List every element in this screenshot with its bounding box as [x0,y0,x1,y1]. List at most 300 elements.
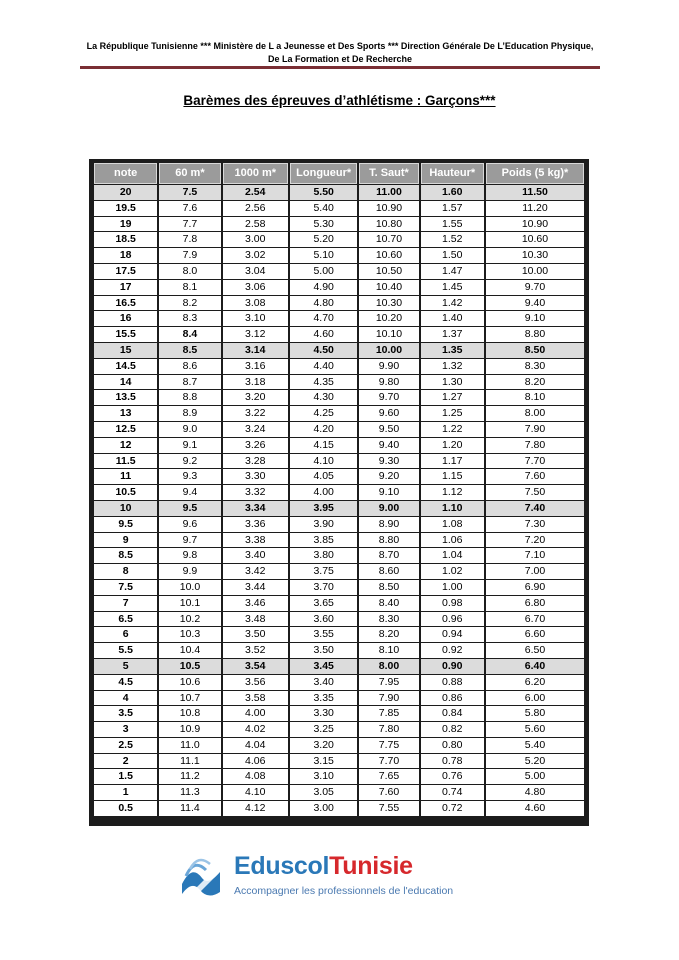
table-row [94,232,584,247]
value-cell: 4.12 [223,801,288,816]
value-cell: 1.47 [421,264,484,279]
value-cell: 6.20 [486,675,584,690]
note-cell: 7.5 [94,580,157,595]
value-cell: 4.06 [223,754,288,769]
value-cell: 9.3 [159,469,220,484]
value-cell: 9.40 [486,296,584,311]
value-cell: 5.00 [486,769,584,784]
value-cell: 3.50 [290,643,357,658]
value-cell: 7.60 [359,785,418,800]
value-cell: 3.48 [223,612,288,627]
value-cell: 1.04 [421,548,484,563]
value-cell: 3.90 [290,517,357,532]
value-cell: 3.50 [223,627,288,642]
value-cell: 5.80 [486,706,584,721]
column-header: Hauteur* [421,163,484,184]
value-cell: 10.8 [159,706,220,721]
value-cell: 0.88 [421,675,484,690]
table-row [94,296,584,311]
value-cell: 3.04 [223,264,288,279]
logo-tagline: Accompagner les professionnels de l'education [234,885,454,897]
value-cell: 10.60 [486,232,584,247]
value-cell: 9.40 [359,438,418,453]
value-cell: 1.60 [421,185,484,200]
value-cell: 1.50 [421,248,484,263]
value-cell: 3.60 [290,612,357,627]
note-cell: 5 [94,659,157,674]
value-cell: 3.00 [223,232,288,247]
table-row [94,406,584,421]
value-cell: 9.20 [359,469,418,484]
table-row [94,769,584,784]
value-cell: 3.75 [290,564,357,579]
value-cell: 8.00 [486,406,584,421]
table-row [94,217,584,232]
value-cell: 3.28 [223,454,288,469]
table-row [94,691,584,706]
logo-word-eduscol: Eduscol [234,852,330,880]
note-cell: 1.5 [94,769,157,784]
value-cell: 3.25 [290,722,357,737]
value-cell: 8.5 [159,343,220,358]
value-cell: 10.3 [159,627,220,642]
value-cell: 8.50 [359,580,418,595]
value-cell: 9.8 [159,548,220,563]
note-cell: 6.5 [94,612,157,627]
value-cell: 1.15 [421,469,484,484]
note-cell: 2.5 [94,738,157,753]
note-cell: 18 [94,248,157,263]
table-row [94,612,584,627]
value-cell: 1.25 [421,406,484,421]
note-cell: 16 [94,311,157,326]
table-row [94,375,584,390]
value-cell: 7.6 [159,201,220,216]
value-cell: 4.30 [290,390,357,405]
column-header: 60 m* [159,163,220,184]
value-cell: 7.70 [486,454,584,469]
value-cell: 1.45 [421,280,484,295]
value-cell: 9.1 [159,438,220,453]
value-cell: 8.4 [159,327,220,342]
value-cell: 7.95 [359,675,418,690]
value-cell: 9.50 [359,422,418,437]
value-cell: 1.55 [421,217,484,232]
table-row [94,517,584,532]
note-cell: 0.5 [94,801,157,816]
value-cell: 11.4 [159,801,220,816]
value-cell: 9.10 [359,485,418,500]
value-cell: 3.42 [223,564,288,579]
table-row [94,706,584,721]
value-cell: 0.72 [421,801,484,816]
note-cell: 9 [94,533,157,548]
value-cell: 3.14 [223,343,288,358]
header-divider [80,66,600,69]
value-cell: 4.10 [223,785,288,800]
value-cell: 11.2 [159,769,220,784]
column-header: T. Saut* [359,163,418,184]
value-cell: 10.80 [359,217,418,232]
value-cell: 4.04 [223,738,288,753]
table-row [94,327,584,342]
value-cell: 7.8 [159,232,220,247]
value-cell: 3.02 [223,248,288,263]
value-cell: 9.70 [359,390,418,405]
value-cell: 0.96 [421,612,484,627]
value-cell: 3.65 [290,596,357,611]
value-cell: 5.20 [290,232,357,247]
value-cell: 9.9 [159,564,220,579]
value-cell: 1.27 [421,390,484,405]
value-cell: 4.80 [486,785,584,800]
table-row [94,675,584,690]
value-cell: 8.10 [486,390,584,405]
value-cell: 6.50 [486,643,584,658]
value-cell: 7.10 [486,548,584,563]
value-cell: 0.86 [421,691,484,706]
value-cell: 10.30 [486,248,584,263]
value-cell: 3.12 [223,327,288,342]
value-cell: 10.9 [159,722,220,737]
table-row [94,469,584,484]
value-cell: 3.10 [290,769,357,784]
column-header: Longueur* [290,163,357,184]
value-cell: 10.20 [359,311,418,326]
value-cell: 0.80 [421,738,484,753]
note-cell: 17.5 [94,264,157,279]
table-row [94,596,584,611]
value-cell: 10.30 [359,296,418,311]
value-cell: 7.7 [159,217,220,232]
value-cell: 9.60 [359,406,418,421]
value-cell: 7.50 [486,485,584,500]
value-cell: 0.84 [421,706,484,721]
note-cell: 15 [94,343,157,358]
value-cell: 1.08 [421,517,484,532]
value-cell: 11.0 [159,738,220,753]
value-cell: 3.70 [290,580,357,595]
table-row [94,359,584,374]
value-cell: 3.40 [223,548,288,563]
note-cell: 19.5 [94,201,157,216]
value-cell: 1.30 [421,375,484,390]
value-cell: 4.90 [290,280,357,295]
value-cell: 5.40 [486,738,584,753]
value-cell: 0.92 [421,643,484,658]
value-cell: 0.82 [421,722,484,737]
value-cell: 1.42 [421,296,484,311]
table-row [94,311,584,326]
value-cell: 7.65 [359,769,418,784]
table-row [94,580,584,595]
column-header: Poids (5 kg)* [486,163,584,184]
value-cell: 8.40 [359,596,418,611]
value-cell: 3.40 [290,675,357,690]
note-cell: 3 [94,722,157,737]
value-cell: 1.10 [421,501,484,516]
value-cell: 10.60 [359,248,418,263]
ministry-header-line1: La République Tunisienne *** Ministère de L a Jeunesse et Des Sports *** Direction Générale De L’Education Physique, [86,41,594,51]
value-cell: 10.40 [359,280,418,295]
value-cell: 5.50 [290,185,357,200]
value-cell: 3.54 [223,659,288,674]
value-cell: 4.02 [223,722,288,737]
value-cell: 9.90 [359,359,418,374]
value-cell: 5.00 [290,264,357,279]
value-cell: 4.40 [290,359,357,374]
scores-table [92,162,586,817]
table-row [94,438,584,453]
table-row [94,659,584,674]
value-cell: 10.5 [159,659,220,674]
note-cell: 6 [94,627,157,642]
note-cell: 1 [94,785,157,800]
note-cell: 9.5 [94,517,157,532]
value-cell: 3.10 [223,311,288,326]
value-cell: 3.35 [290,691,357,706]
note-cell: 19 [94,217,157,232]
value-cell: 4.80 [290,296,357,311]
value-cell: 8.90 [359,517,418,532]
note-cell: 8.5 [94,548,157,563]
value-cell: 3.34 [223,501,288,516]
value-cell: 0.74 [421,785,484,800]
note-cell: 15.5 [94,327,157,342]
value-cell: 1.52 [421,232,484,247]
value-cell: 3.24 [223,422,288,437]
value-cell: 3.30 [290,706,357,721]
value-cell: 7.80 [486,438,584,453]
value-cell: 9.00 [359,501,418,516]
value-cell: 7.9 [159,248,220,263]
value-cell: 3.44 [223,580,288,595]
note-cell: 18.5 [94,232,157,247]
value-cell: 9.80 [359,375,418,390]
logo-word-tunisie: Tunisie [329,852,413,880]
note-cell: 7 [94,596,157,611]
value-cell: 0.98 [421,596,484,611]
table-row [94,564,584,579]
value-cell: 3.58 [223,691,288,706]
value-cell: 3.20 [223,390,288,405]
value-cell: 4.60 [486,801,584,816]
value-cell: 7.90 [359,691,418,706]
note-cell: 13 [94,406,157,421]
value-cell: 4.25 [290,406,357,421]
value-cell: 4.60 [290,327,357,342]
value-cell: 9.6 [159,517,220,532]
value-cell: 4.15 [290,438,357,453]
value-cell: 1.12 [421,485,484,500]
value-cell: 1.57 [421,201,484,216]
value-cell: 8.20 [359,627,418,642]
value-cell: 8.9 [159,406,220,421]
value-cell: 5.40 [290,201,357,216]
value-cell: 8.2 [159,296,220,311]
value-cell: 6.00 [486,691,584,706]
note-cell: 17 [94,280,157,295]
value-cell: 9.5 [159,501,220,516]
column-header: note [94,163,157,184]
value-cell: 8.10 [359,643,418,658]
ministry-header [80,40,600,66]
value-cell: 9.70 [486,280,584,295]
value-cell: 7.85 [359,706,418,721]
value-cell: 11.3 [159,785,220,800]
value-cell: 3.80 [290,548,357,563]
note-cell: 8 [94,564,157,579]
page-title: Barèmes des épreuves d’athlétisme : Garçons*** [183,93,496,108]
note-cell: 11.5 [94,454,157,469]
value-cell: 8.7 [159,375,220,390]
value-cell: 8.50 [486,343,584,358]
value-cell: 4.10 [290,454,357,469]
value-cell: 8.20 [486,375,584,390]
value-cell: 10.70 [359,232,418,247]
column-header: 1000 m* [223,163,288,184]
scores-table-frame [89,159,589,826]
value-cell: 9.0 [159,422,220,437]
table-row [94,390,584,405]
value-cell: 5.60 [486,722,584,737]
book-wave-icon [178,854,224,900]
note-cell: 5.5 [94,643,157,658]
value-cell: 9.2 [159,454,220,469]
table-row [94,627,584,642]
value-cell: 6.60 [486,627,584,642]
value-cell: 11.20 [486,201,584,216]
value-cell: 7.5 [159,185,220,200]
note-cell: 12.5 [94,422,157,437]
value-cell: 3.22 [223,406,288,421]
value-cell: 3.26 [223,438,288,453]
table-body [94,185,584,816]
table-row [94,738,584,753]
value-cell: 0.76 [421,769,484,784]
value-cell: 10.7 [159,691,220,706]
value-cell: 1.32 [421,359,484,374]
value-cell: 10.90 [359,201,418,216]
value-cell: 0.78 [421,754,484,769]
value-cell: 8.30 [486,359,584,374]
eduscol-logo [178,852,478,907]
value-cell: 0.90 [421,659,484,674]
table-row [94,801,584,816]
table-row [94,454,584,469]
value-cell: 4.00 [223,706,288,721]
value-cell: 1.35 [421,343,484,358]
value-cell: 5.10 [290,248,357,263]
value-cell: 4.50 [290,343,357,358]
value-cell: 8.8 [159,390,220,405]
value-cell: 3.38 [223,533,288,548]
value-cell: 1.02 [421,564,484,579]
value-cell: 3.52 [223,643,288,658]
value-cell: 10.50 [359,264,418,279]
value-cell: 8.80 [359,533,418,548]
note-cell: 2 [94,754,157,769]
value-cell: 11.50 [486,185,584,200]
table-row [94,533,584,548]
table-row [94,501,584,516]
note-cell: 16.5 [94,296,157,311]
table-row [94,754,584,769]
value-cell: 4.08 [223,769,288,784]
value-cell: 1.37 [421,327,484,342]
logo-wordmark [234,852,413,881]
value-cell: 10.00 [486,264,584,279]
note-cell: 3.5 [94,706,157,721]
value-cell: 11.1 [159,754,220,769]
value-cell: 8.30 [359,612,418,627]
value-cell: 10.00 [359,343,418,358]
value-cell: 7.55 [359,801,418,816]
value-cell: 7.30 [486,517,584,532]
value-cell: 2.58 [223,217,288,232]
table-row [94,785,584,800]
value-cell: 3.36 [223,517,288,532]
value-cell: 6.40 [486,659,584,674]
note-cell: 4 [94,691,157,706]
value-cell: 6.90 [486,580,584,595]
note-cell: 20 [94,185,157,200]
value-cell: 1.22 [421,422,484,437]
value-cell: 3.20 [290,738,357,753]
value-cell: 8.00 [359,659,418,674]
value-cell: 3.46 [223,596,288,611]
table-row [94,248,584,263]
value-cell: 9.10 [486,311,584,326]
value-cell: 4.00 [290,485,357,500]
note-cell: 10.5 [94,485,157,500]
value-cell: 3.18 [223,375,288,390]
value-cell: 8.0 [159,264,220,279]
value-cell: 10.0 [159,580,220,595]
value-cell: 3.55 [290,627,357,642]
value-cell: 3.00 [290,801,357,816]
value-cell: 4.05 [290,469,357,484]
value-cell: 2.56 [223,201,288,216]
value-cell: 5.30 [290,217,357,232]
value-cell: 1.40 [421,311,484,326]
value-cell: 3.08 [223,296,288,311]
value-cell: 4.70 [290,311,357,326]
value-cell: 1.20 [421,438,484,453]
value-cell: 2.54 [223,185,288,200]
note-cell: 13.5 [94,390,157,405]
table-row [94,548,584,563]
value-cell: 7.75 [359,738,418,753]
table-row [94,643,584,658]
table-row [94,422,584,437]
value-cell: 8.80 [486,327,584,342]
value-cell: 3.95 [290,501,357,516]
table-row [94,485,584,500]
value-cell: 10.1 [159,596,220,611]
value-cell: 9.4 [159,485,220,500]
value-cell: 11.00 [359,185,418,200]
value-cell: 10.4 [159,643,220,658]
value-cell: 7.20 [486,533,584,548]
value-cell: 10.6 [159,675,220,690]
value-cell: 7.60 [486,469,584,484]
value-cell: 1.17 [421,454,484,469]
value-cell: 6.80 [486,596,584,611]
value-cell: 3.30 [223,469,288,484]
ministry-header-line2: De La Formation et De Recherche [267,54,413,64]
table-row [94,185,584,200]
